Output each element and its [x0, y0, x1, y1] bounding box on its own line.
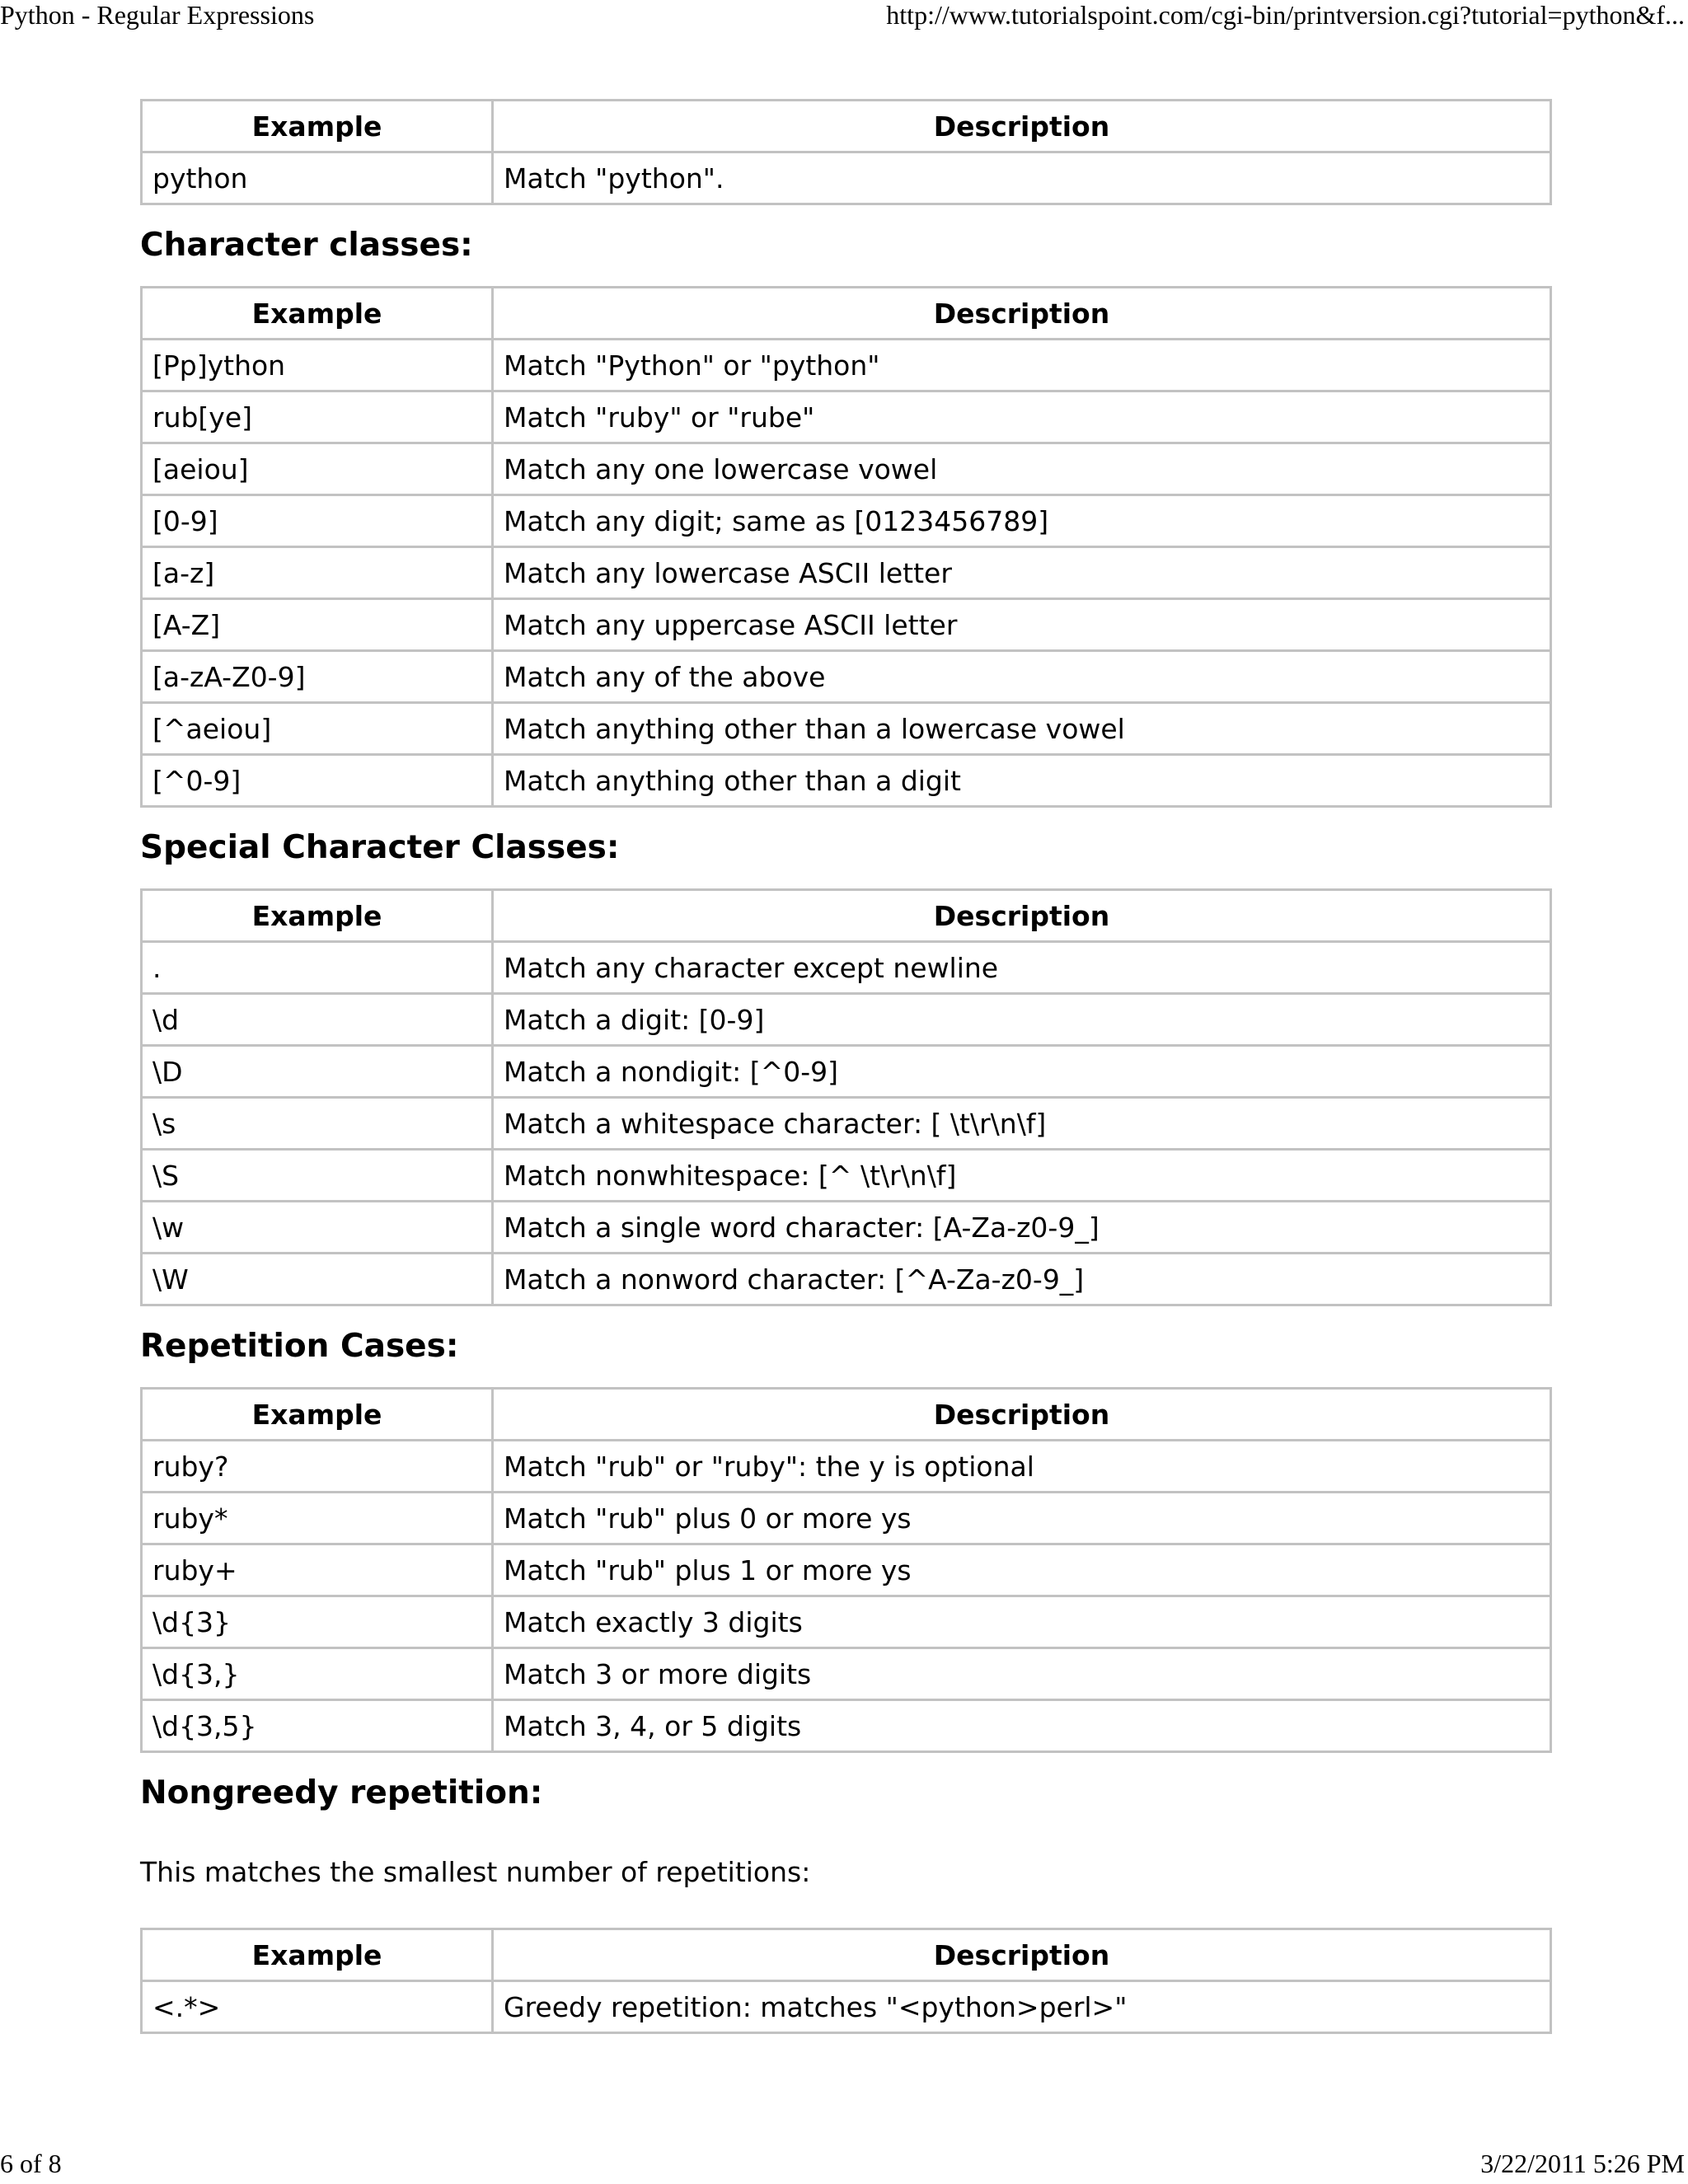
description-cell: Match exactly 3 digits [493, 1596, 1551, 1648]
table-row [142, 443, 1551, 495]
page-url: http://www.tutorialspoint.com/cgi-bin/printversion.cgi?tutorial=python&f... [886, 0, 1685, 30]
example-cell: \d{3,5} [142, 1700, 493, 1752]
table-row [142, 391, 1551, 443]
description-cell: Match a single word character: [A-Za-z0-9_] [493, 1202, 1551, 1254]
table-row [142, 994, 1551, 1046]
header-example: Example [142, 101, 493, 152]
table-row [142, 1648, 1551, 1700]
description-cell: Match any uppercase ASCII letter [493, 599, 1551, 651]
example-cell: . [142, 942, 493, 994]
description-cell: Match "rub" or "ruby": the y is optional [493, 1441, 1551, 1493]
table-row [142, 1150, 1551, 1202]
header-description: Description [493, 288, 1551, 340]
description-cell: Match "rub" plus 1 or more ys [493, 1544, 1551, 1596]
header-description: Description [493, 1389, 1551, 1441]
table-row [142, 1544, 1551, 1596]
example-cell: [A-Z] [142, 599, 493, 651]
description-cell: Match any of the above [493, 651, 1551, 703]
description-cell: Match any character except newline [493, 942, 1551, 994]
description-cell: Match anything other than a digit [493, 755, 1551, 807]
table-header-row [142, 1389, 1551, 1441]
print-footer [0, 2149, 1688, 2182]
example-cell: \d{3} [142, 1596, 493, 1648]
example-cell: [0-9] [142, 495, 493, 547]
description-cell: Match any digit; same as [0123456789] [493, 495, 1551, 547]
section-title-character-classes: Character classes: [140, 227, 473, 264]
literal-table [140, 99, 1552, 205]
table-row [142, 942, 1551, 994]
section-title-repetition-cases: Repetition Cases: [140, 1328, 459, 1365]
description-cell: Match a digit: [0-9] [493, 994, 1551, 1046]
table-header-row [142, 288, 1551, 340]
table-row [142, 703, 1551, 755]
table-row [142, 1700, 1551, 1752]
nongreedy-repetition-table [140, 1928, 1552, 2034]
example-cell: rub[ye] [142, 391, 493, 443]
example-cell: <.*> [142, 1981, 493, 2033]
example-cell: ruby? [142, 1441, 493, 1493]
document-content [140, 99, 1550, 2034]
table-row [142, 1254, 1551, 1305]
table-header-row [142, 890, 1551, 942]
example-cell: \s [142, 1098, 493, 1150]
section-title-nongreedy-repetition: Nongreedy repetition: [140, 1774, 543, 1811]
example-cell: \S [142, 1150, 493, 1202]
repetition-cases-table [140, 1387, 1552, 1753]
description-cell: Match 3, 4, or 5 digits [493, 1700, 1551, 1752]
description-cell: Match any one lowercase vowel [493, 443, 1551, 495]
table-row [142, 547, 1551, 599]
table-row [142, 340, 1551, 391]
page-number: 6 of 8 [0, 2149, 62, 2178]
section-title-special-character-classes: Special Character Classes: [140, 829, 620, 866]
description-cell: Match a whitespace character: [ \t\r\n\f] [493, 1098, 1551, 1150]
description-cell: Match anything other than a lowercase vowel [493, 703, 1551, 755]
table-header-row [142, 1929, 1551, 1981]
print-datetime: 3/22/2011 5:26 PM [1480, 2149, 1685, 2178]
example-cell: [Pp]ython [142, 340, 493, 391]
header-description: Description [493, 101, 1551, 152]
description-cell: Match "rub" plus 0 or more ys [493, 1493, 1551, 1544]
example-cell: ruby+ [142, 1544, 493, 1596]
table-row [142, 755, 1551, 807]
example-cell: \D [142, 1046, 493, 1098]
header-example: Example [142, 1929, 493, 1981]
example-cell: \d [142, 994, 493, 1046]
table-row [142, 1202, 1551, 1254]
description-cell: Match 3 or more digits [493, 1648, 1551, 1700]
header-example: Example [142, 288, 493, 340]
example-cell: [^aeiou] [142, 703, 493, 755]
header-example: Example [142, 890, 493, 942]
table-row [142, 1046, 1551, 1098]
header-example: Example [142, 1389, 493, 1441]
example-cell: \W [142, 1254, 493, 1305]
table-header-row [142, 101, 1551, 152]
table-row [142, 495, 1551, 547]
page-title: Python - Regular Expressions [0, 0, 315, 30]
description-cell: Match "ruby" or "rube" [493, 391, 1551, 443]
description-cell: Match "Python" or "python" [493, 340, 1551, 391]
table-row [142, 1493, 1551, 1544]
description-cell: Match any lowercase ASCII letter [493, 547, 1551, 599]
description-cell: Match "python". [493, 152, 1551, 204]
description-cell: Match a nonword character: [^A-Za-z0-9_] [493, 1254, 1551, 1305]
description-cell: Match nonwhitespace: [^ \t\r\n\f] [493, 1150, 1551, 1202]
description-cell: Match a nondigit: [^0-9] [493, 1046, 1551, 1098]
example-cell: \w [142, 1202, 493, 1254]
table-row [142, 1596, 1551, 1648]
example-cell: [aeiou] [142, 443, 493, 495]
table-row [142, 152, 1551, 204]
table-row [142, 1441, 1551, 1493]
example-cell: python [142, 152, 493, 204]
example-cell: [a-z] [142, 547, 493, 599]
character-classes-table [140, 286, 1552, 808]
example-cell: ruby* [142, 1493, 493, 1544]
description-cell: Greedy repetition: matches "<python>perl>" [493, 1981, 1551, 2033]
special-character-classes-table [140, 888, 1552, 1306]
table-row [142, 651, 1551, 703]
table-row [142, 599, 1551, 651]
example-cell: [a-zA-Z0-9] [142, 651, 493, 703]
print-header [0, 0, 1688, 33]
table-row [142, 1098, 1551, 1150]
table-row [142, 1981, 1551, 2033]
nongreedy-intro-text: This matches the smallest number of repetitions: [140, 1856, 811, 1888]
header-description: Description [493, 1929, 1551, 1981]
example-cell: \d{3,} [142, 1648, 493, 1700]
example-cell: [^0-9] [142, 755, 493, 807]
header-description: Description [493, 890, 1551, 942]
